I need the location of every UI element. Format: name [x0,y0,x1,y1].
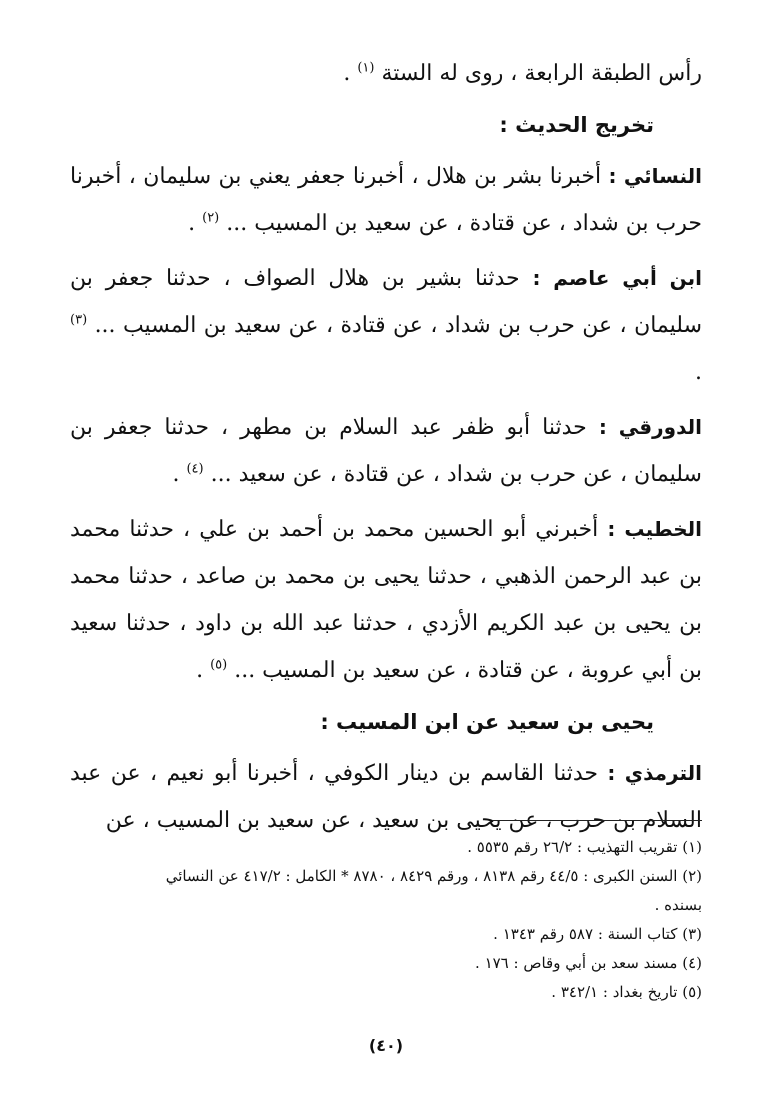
footnote-ref-1: (١) [357,60,375,76]
source-name: النسائي : [608,164,702,188]
section-heading-yahya: يحيى بن سعيد عن ابن المسيب : [320,710,654,734]
footnote-divider [492,820,702,821]
section-heading-takhrij: تخريج الحديث : [499,113,654,137]
intro-text: رأس الطبقة الرابعة ، روى له الستة [381,61,702,86]
entry-nasai: النسائي : أخبرنا بشر بن هلال ، أخبرنا جعفر يعني بن سليمان ، أخبرنا حرب بن شداد ، عن قتادة ، عن سعيد بن المسيب ... $^{(٢)}$ . [70,164,702,236]
entry-tirmidhi [70,750,702,844]
page-body [70,50,702,844]
footnotes-section [70,833,702,1007]
isnad-text: حدثنا أبو ظفر عبد السلام بن مطهر ، حدثنا جعفر بن سليمان ، عن حرب بن شداد ، عن قتادة ، عن سعيد ... [70,415,702,487]
footnote-3: (٣) كتاب السنة : ٥٨٧ رقم ١٣٤٣ . [493,925,702,943]
source-name: ابن أبي عاصم : [532,266,702,290]
source-name: الدورقي : [598,415,702,439]
footnote-4: (٤) مسند سعد بن أبي وقاص : ١٧٦ . [475,954,702,972]
footnote-2-continuation: بسنده . [654,896,702,914]
footnote-ref-4: (٤) [186,461,204,477]
entry-ibn-abi-asim: ابن أبي عاصم : حدثنا بشير بن هلال الصواف ، حدثنا جعفر بن سليمان ، عن حرب بن شداد ، عن قتادة ، عن سعيد بن المسيب ... $^{(٣)}$ . [70,266,703,385]
footnote-ref-3: (٣) [70,312,88,328]
isnad-text: حدثنا القاسم بن دينار الكوفي ، أخبرنا أبو نعيم ، عن عبد السلام بن حرب ، عن يحيى بن سعيد ، عن سعيد بن المسيب ، عن [70,761,702,833]
footnote-ref-5: (٥) [210,657,228,673]
intro-paragraph: رأس الطبقة الرابعة ، روى له الستة $^{(١)}$ . [343,60,702,86]
isnad-text: أخبرنا بشر بن هلال ، أخبرنا جعفر يعني بن سليمان ، أخبرنا حرب بن شداد ، عن قتادة ، عن سعيد بن المسيب ... [70,164,702,236]
source-name: الترمذي : [607,761,702,785]
entry-khatib: الخطيب : أخبرني أبو الحسين محمد بن أحمد بن علي ، حدثنا محمد بن عبد الرحمن الذهبي ، حدثنا يحيى بن محمد بن صاعد ، حدثنا محمد بن يحيى بن عبد الكريم الأزدي ، حدثنا عبد الله بن داود ، حدثنا سعيد بن أبي عروبة ، عن قتادة ، عن سعيد بن المسيب ... $^{(٥)}$ . [70,517,703,683]
footnote-2: (٢) السنن الكبرى : ٤٤/٥ رقم ٨١٣٨ ، ورقم ٨٤٢٩ ، ٨٧٨٠ * الكامل : ٤١٧/٢ عن النسائي [165,867,702,885]
isnad-text: حدثنا بشير بن هلال الصواف ، حدثنا جعفر بن سليمان ، عن حرب بن شداد ، عن قتادة ، عن سعيد بن المسيب ... [70,266,703,338]
footnote-ref-2: (٢) [202,210,220,226]
isnad-text: أخبرني أبو الحسين محمد بن أحمد بن علي ، حدثنا محمد بن عبد الرحمن الذهبي ، حدثنا يحيى بن محمد بن صاعد ، حدثنا محمد بن يحيى بن عبد الكريم الأزدي ، حدثنا عبد الله بن داود ، حدثنا سعيد بن أبي عروبة ، عن قتادة ، عن سعيد بن المسيب ... [70,517,702,683]
page-number: (٤٠) [368,1036,404,1055]
entry-dawraqi: الدورقي : حدثنا أبو ظفر عبد السلام بن مطهر ، حدثنا جعفر بن سليمان ، عن حرب بن شداد ، عن قتادة ، عن سعيد ... $^{(٤)}$ . [70,415,702,487]
source-name: الخطيب : [607,517,703,541]
footnote-1: (١) تقريب التهذيب : ٢٦/٢ رقم ٥٥٣٥ . [467,838,702,856]
footnote-5: (٥) تاريخ بغداد : ٣٤٢/١ . [551,983,702,1001]
